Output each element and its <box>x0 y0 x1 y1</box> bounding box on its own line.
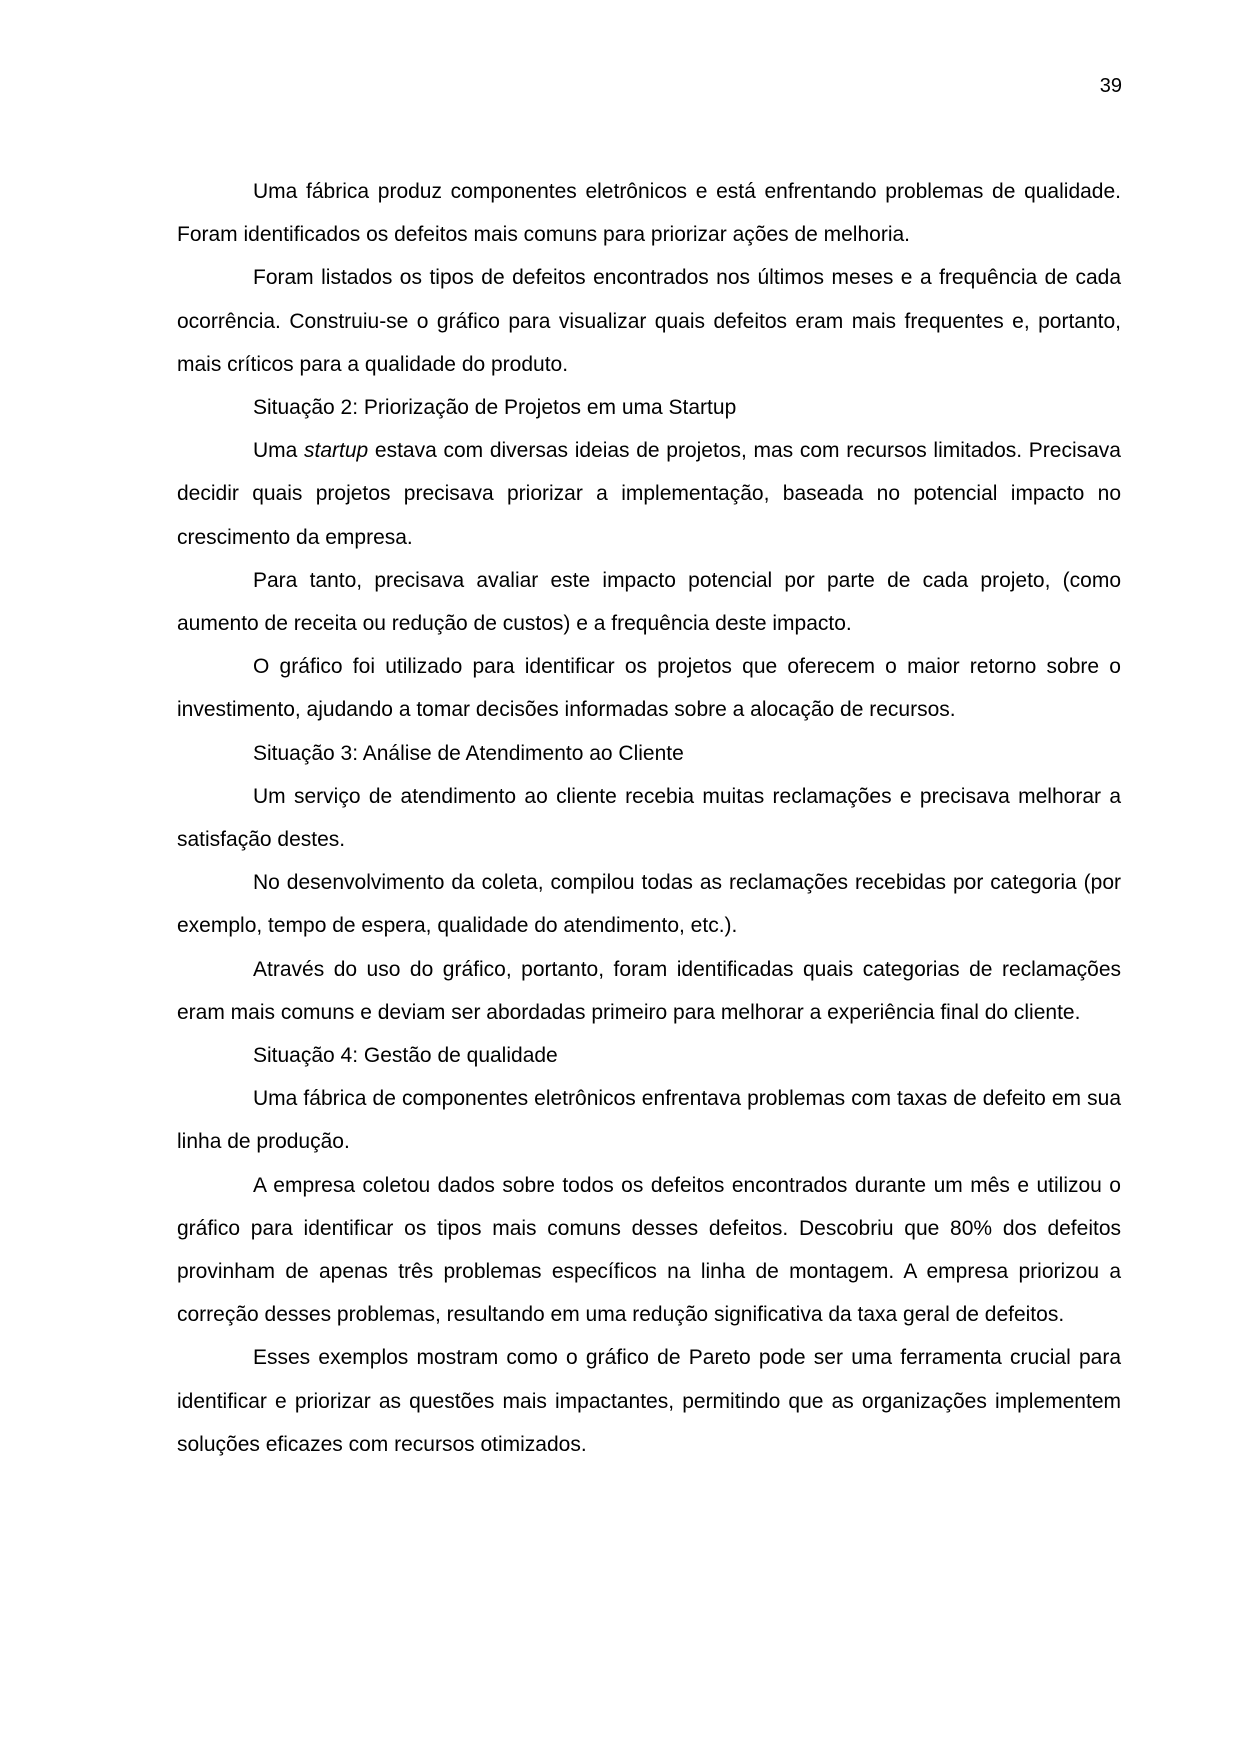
paragraph-complaint-categories: Através do uso do gráfico, portanto, foram identificadas quais categorias de reclamações eram mais comuns e deviam ser abordadas primeiro para melhorar a experiência final do cliente. <box>177 957 1121 1024</box>
paragraph-conclusion: Esses exemplos mostram como o gráfico de Pareto pode ser uma ferramenta crucial para identificar e priorizar as questões mais impactantes, permitindo que as organizações implementem soluções eficazes com recursos otimizados. <box>177 1346 1121 1456</box>
paragraph-impact-evaluation: Para tanto, precisava avaliar este impacto potencial por parte de cada projeto, (como aumento de receita ou redução de custos) e a frequência deste impacto. <box>177 568 1121 636</box>
section-heading-situation-2: Situação 2: Priorização de Projetos em uma Startup <box>253 396 737 420</box>
paragraph-startup-pre: Uma <box>253 439 305 463</box>
paragraph-customer-service: Um serviço de atendimento ao cliente recebia muitas reclamações e precisava melhorar a satisfação destes. <box>177 784 1121 852</box>
section-heading-situation-3: Situação 3: Análise de Atendimento ao Cliente <box>253 741 684 765</box>
paragraph-intro-factory: Uma fábrica produz componentes eletrônicos e está enfrentando problemas de qualidade. Foram identificados os defeitos mais comuns para priorizar ações de melhoria. <box>177 180 1121 247</box>
paragraph-startup-rest: estava com diversas ideias de projetos, mas com recursos limitados. Precisava decidir quais projetos precisava priorizar a implementação, baseada no potencial impacto no crescimento da empresa. <box>177 439 1121 549</box>
paragraph-defect-listing: Foram listados os tipos de defeitos encontrados nos últimos meses e a frequência de cada ocorrência. Construiu-se o gráfico para visualizar quais defeitos eram mais frequentes e, portanto, mais críticos para a qualidade do produto. <box>177 266 1121 376</box>
paragraph-startup <box>177 429 1121 559</box>
section-heading-situation-4: Situação 4: Gestão de qualidade <box>253 1044 558 1068</box>
paragraph-defect-rates: Uma fábrica de componentes eletrônicos enfrentava problemas com taxas de defeito em sua linha de produção. <box>177 1087 1121 1154</box>
italic-term-startup: startup <box>304 439 369 463</box>
paragraph-roi: O gráfico foi utilizado para identificar os projetos que oferecem o maior retorno sobre o investimento, ajudando a tomar decisões informadas sobre a alocação de recursos. <box>177 655 1121 722</box>
page-number: 39 <box>1099 75 1122 97</box>
paragraph-collection: No desenvolvimento da coleta, compilou todas as reclamações recebidas por categoria (por exemplo, tempo de espera, qualidade do atendimento, etc.). <box>177 871 1121 938</box>
document-body <box>177 170 1121 1466</box>
paragraph-data-collection: A empresa coletou dados sobre todos os defeitos encontrados durante um mês e utilizou o gráfico para identificar os tipos mais comuns desses defeitos. Descobriu que 80% dos defeitos provinham de apenas três problemas específicos na linha de montagem. A empresa priorizou a correção desses problemas, resultando em uma redução significativa da taxa geral de defeitos. <box>177 1173 1121 1327</box>
